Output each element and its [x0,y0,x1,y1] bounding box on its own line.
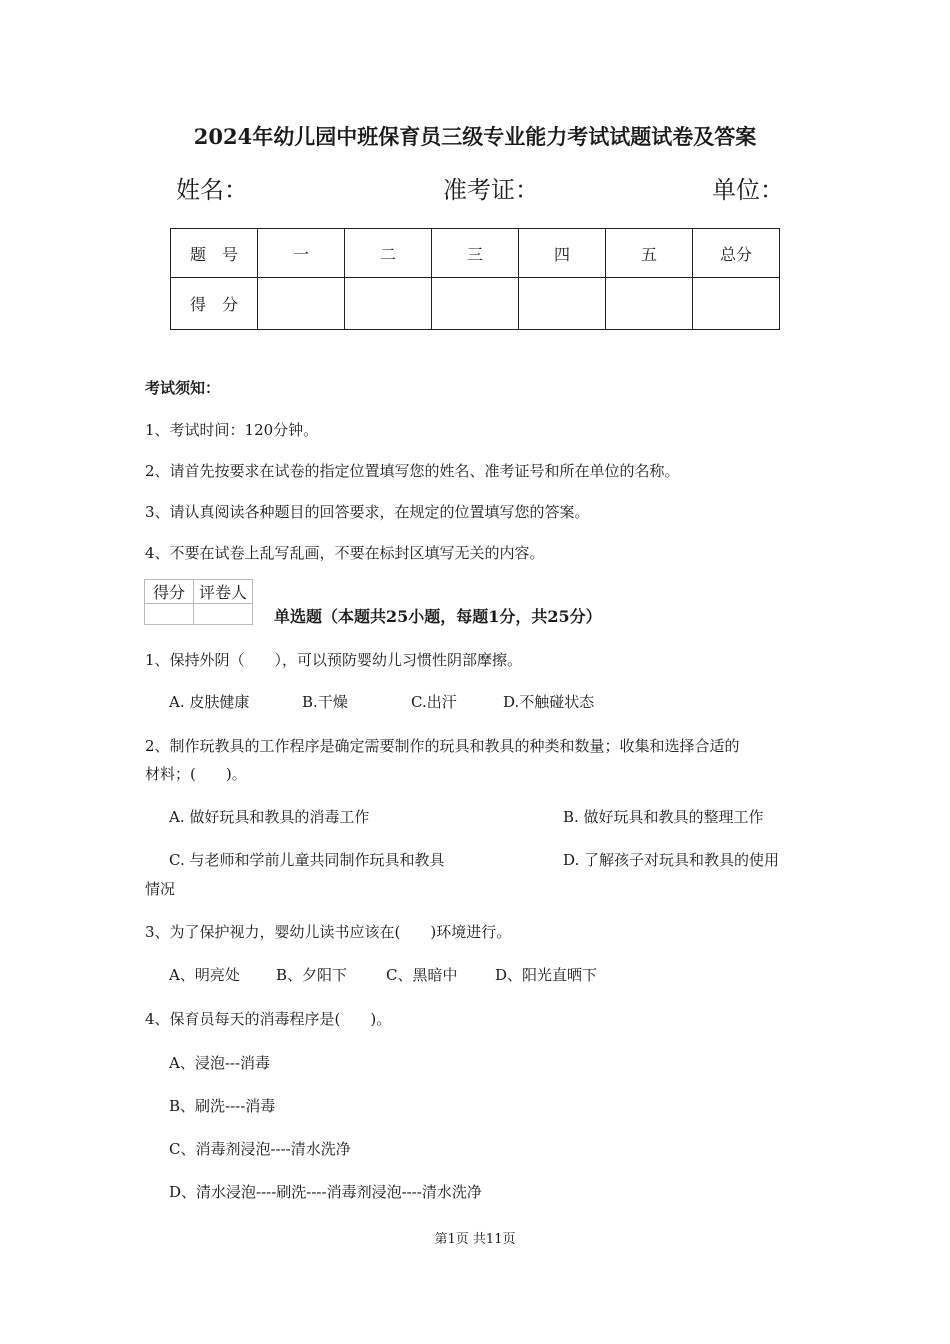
question-option[interactable]: D.不触碰状态 [503,693,595,711]
score-table-header-row [171,229,780,278]
notice-item: 1、考试时间：120分钟。 [145,421,319,439]
question-option[interactable]: D. 了解孩子对玩具和教具的使用 [563,851,780,869]
question-stem: 2、制作玩教具的工作程序是确定需要制作的玩具和教具的种类和数量；收集和选择合适的 [145,737,740,755]
score-cell[interactable] [258,278,345,330]
exam-id-label: 准考证： [443,176,539,204]
score-table-header-cell: 四 [519,229,606,278]
score-cell[interactable] [606,278,693,330]
question-option[interactable]: C、黑暗中 [386,966,458,984]
score-table-header-cell: 二 [345,229,432,278]
score-cell[interactable] [693,278,780,330]
score-cell[interactable] [519,278,606,330]
question-option[interactable]: D、清水浸泡----刷洗----消毒剂浸泡----清水洗净 [169,1183,482,1201]
question-option[interactable]: B、刷洗----消毒 [169,1097,276,1115]
grader-reviewer-cell[interactable] [194,604,253,625]
score-cell[interactable] [432,278,519,330]
document-title: 2024年幼儿园中班保育员三级专业能力考试试题试卷及答案 [193,124,757,149]
grader-score-cell[interactable] [145,604,194,625]
score-table-header-cell: 一 [258,229,345,278]
score-row-label: 得 分 [171,278,258,330]
score-cell[interactable] [345,278,432,330]
grader-box [144,579,253,625]
score-table-header-cell: 三 [432,229,519,278]
question-option[interactable]: C. 与老师和学前儿童共同制作玩具和教具 [169,851,445,869]
question-option[interactable]: A. 做好玩具和教具的消毒工作 [169,808,370,826]
score-table-header-cell: 总分 [693,229,780,278]
question-option[interactable]: A、浸泡---消毒 [169,1054,271,1072]
question-option[interactable]: B.干燥 [302,693,348,711]
question-option[interactable]: C.出汗 [411,693,457,711]
name-label: 姓名： [176,176,248,204]
question-stem: 4、保育员每天的消毒程序是( )。 [145,1010,392,1028]
score-table-header-cell: 题 号 [171,229,258,278]
question-option[interactable]: B、夕阳下 [276,966,348,984]
question-stem-continued: 材料；( )。 [145,765,247,783]
score-table-score-row [171,278,780,330]
question-option[interactable]: A. 皮肤健康 [169,693,250,711]
grader-score-label: 得分 [145,580,194,604]
question-option[interactable]: A、明亮处 [169,966,240,984]
question-stem: 1、保持外阴（ ），可以预防婴幼儿习惯性阴部摩擦。 [145,651,523,669]
question-option-wrap: 情况 [145,880,176,898]
question-option[interactable]: C、消毒剂浸泡----清水洗净 [169,1140,351,1158]
grader-reviewer-label: 评卷人 [194,580,253,604]
unit-label: 单位： [712,176,784,204]
notice-item: 3、请认真阅读各种题目的回答要求，在规定的位置填写您的答案。 [145,503,590,521]
question-option[interactable]: D、阳光直晒下 [495,966,598,984]
notice-heading: 考试须知： [145,379,221,397]
page-footer: 第1页 共11页 [434,1232,516,1247]
notice-item: 2、请首先按要求在试卷的指定位置填写您的姓名、准考证号和所在单位的名称。 [145,462,680,480]
question-option[interactable]: B. 做好玩具和教具的整理工作 [563,808,764,826]
score-table [170,228,780,330]
score-table-header-cell: 五 [606,229,693,278]
section-title: 单选题（本题共25小题，每题1分，共25分） [274,607,602,626]
notice-item: 4、不要在试卷上乱写乱画，不要在标封区填写无关的内容。 [145,544,545,562]
question-stem: 3、为了保护视力，婴幼儿读书应该在( )环境进行。 [145,923,512,941]
